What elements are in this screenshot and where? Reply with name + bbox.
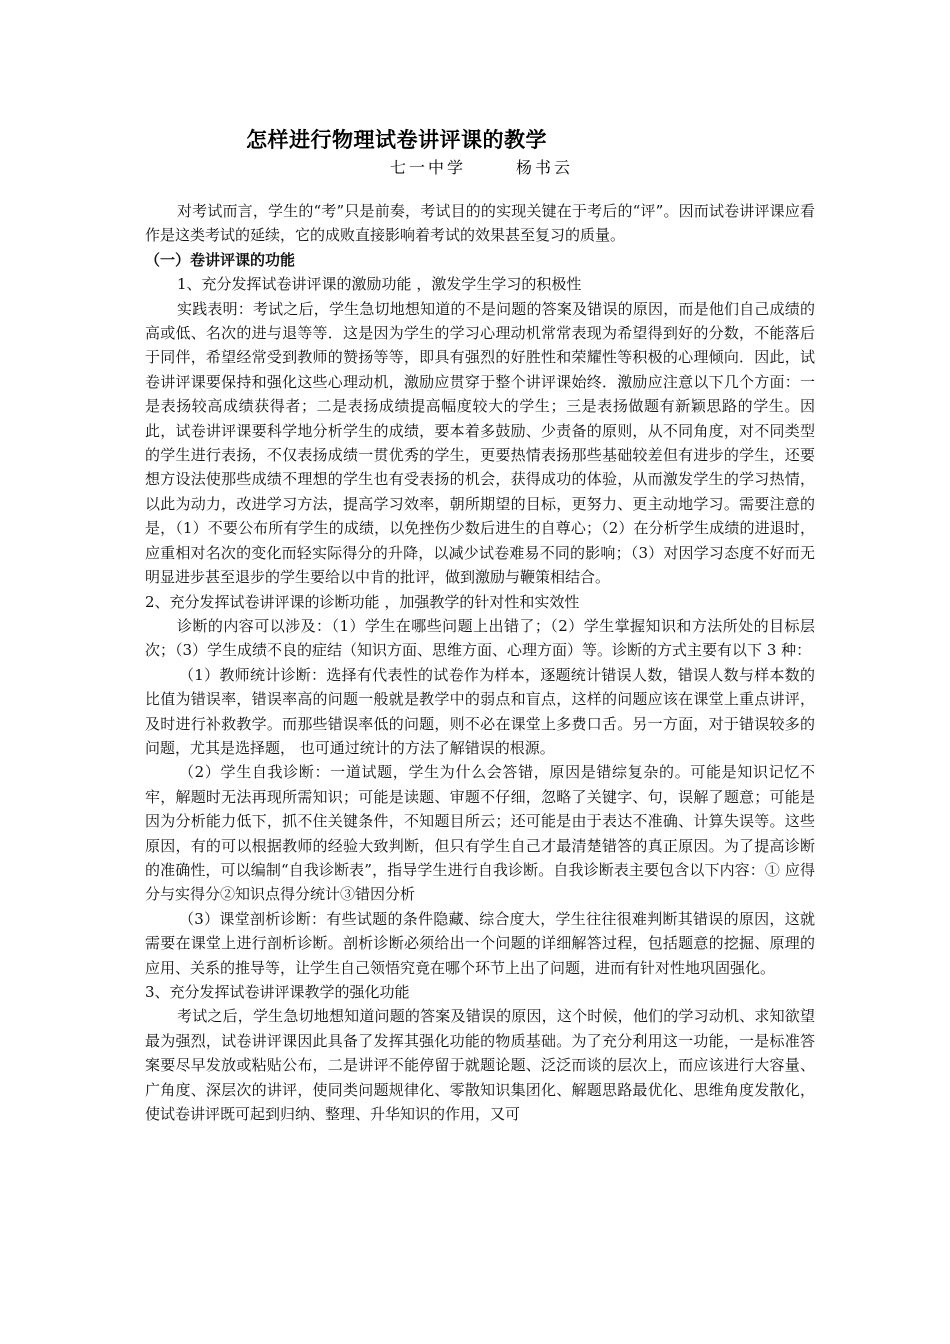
paragraph-reinforcement: 考试之后，学生急切地想知道问题的答案及错误的原因，这个时候，他们的学习动机、求知欲望最为强烈，试卷讲评课因此具备了发挥其强化功能的物质基础。为了充分利用这一功能，一是标准答案要尽早发放或粘贴公布，二是讲评不能停留于就题论题、泛泛而谈的层次上，而应该进行大容量、广角度、深层次的讲评，使同类问题规律化、零散知识集团化、解题思路最优化、思维角度发散化，使试卷讲评既可起到归纳、整理、升华知识的作用，又可 [145, 1007, 815, 1124]
paragraph-motivation: 实践表明：考试之后，学生急切地想知道的不是问题的答案及错误的原因，而是他们自己成绩的高或低、名次的进与退等等．这是因为学生的学习心理动机常常表现为希望得到好的分数，不能落后于同伴，希望经常受到教师的赞扬等等，即具有强烈的好胜性和荣耀性等积极的心理倾向．因此，试卷讲评课要保持和强化这些心理动机，激励应贯穿于整个讲评课始终．激励应注意以下几个方面：一是表扬较高成绩获得者；二是表扬成绩提高幅度较大的学生；三是表扬做题有新颖思路的学生。因此，试卷讲评课要科学地分析学生的成绩，要本着多鼓励、少责备的原则，从不同角度，对不同类型的学生进行表扬，不仅表扬成绩一贯优秀的学生，更要热情表扬那些基础较差但有进步的学生，还要想方设法使那些成绩不理想的学生也有受表扬的机会，获得成功的体验，从而激发学生的学习热情，以此为动力，改进学习方法，提高学习效率，朝所期望的目标，更努力、更主动地学习。需要注意的是，（1）不要公布所有学生的成绩，以免挫伤少数后进生的自尊心；（2）在分析学生成绩的进退时，应重相对名次的变化而轻实际得分的升降，以减少试卷难易不同的影响；（3）对因学习态度不好而无明显进步甚至退步的学生要给以中肯的批评，做到激励与鞭策相结合。 [145, 299, 815, 587]
paragraph-classroom-diagnosis: （3）课堂剖析诊断：有些试题的条件隐藏、综合度大，学生往往很难判断其错误的原因，这就需要在课堂上进行剖析诊断。剖析诊断必须给出一个问题的详细解答过程，包括题意的挖掘、原理的应用、关系的推导等，让学生自己领悟究竟在哪个环节上出了问题，进而有针对性地巩固强化。 [145, 909, 815, 977]
subheading-2: 2、充分发挥试卷讲评课的诊断功能 ，加强教学的针对性和实效性 [145, 592, 580, 611]
document-body [145, 199, 815, 1126]
school-name: 七一中学 [390, 158, 467, 177]
subheading-3: 3、充分发挥试卷讲评课教学的强化功能 [145, 983, 410, 1001]
document-title: 怎样进行物理试卷讲评课的教学 [246, 128, 547, 152]
paragraph-teacher-diagnosis: （1）教师统计诊断：选择有代表性的试卷作为样本，逐题统计错误人数，错误人数与样本数的比值为错误率，错误率高的问题一般就是教学中的弱点和盲点，这样的问题应该在课堂上重点讲评，及时进行补救教学。而那些错误率低的问题，则不必在课堂上多费口舌。另一方面，对于错误较多的问题，尤其是选择题， 也可通过统计的方法了解错误的根源。 [145, 665, 815, 757]
section-heading: （一）卷讲评课的功能 [145, 250, 296, 269]
author-name: 杨书云 [516, 158, 574, 177]
subheading-1: 1、充分发挥试卷讲评课的激励功能 ，激发学生学习的积极性 [177, 275, 582, 294]
intro-paragraph: 对考试而言，学生的“考”只是前奏，考试目的的实现关键在于考后的“评”。因而试卷讲评课应看作是这类考试的延续，它的成败直接影响着考试的效果甚至复习的质量。 [145, 202, 815, 245]
paragraph-self-diagnosis: （2）学生自我诊断：一道试题，学生为什么会答错，原因是错综复杂的。可能是知识记忆不牢，解题时无法再现所需知识；可能是读题、审题不仔细，忽略了关键字、句，误解了题意；可能是因为分析能力低下，抓不住关键条件，不知题目所云；还可能是由于表达不准确、计算失误等。这些原因，有的可以根据教师的经验大致判断，但只有学生自己才最清楚错答的真正原因。为了提高诊断的准确性，可以编制“自我诊断表”，指导学生进行自我诊断。自我诊断表主要包含以下内容：① 应得分与实得分②知识点得分统计③错因分析 [145, 763, 815, 904]
author-line [390, 155, 573, 178]
paragraph-diagnosis: 诊断的内容可以涉及：（1）学生在哪些问题上出错了；（2）学生掌握知识和方法所处的目标层次；（3）学生成绩不良的症结（知识方面、思维方面、心理方面）等。诊断的方式主要有以下 3 种： [145, 616, 815, 660]
